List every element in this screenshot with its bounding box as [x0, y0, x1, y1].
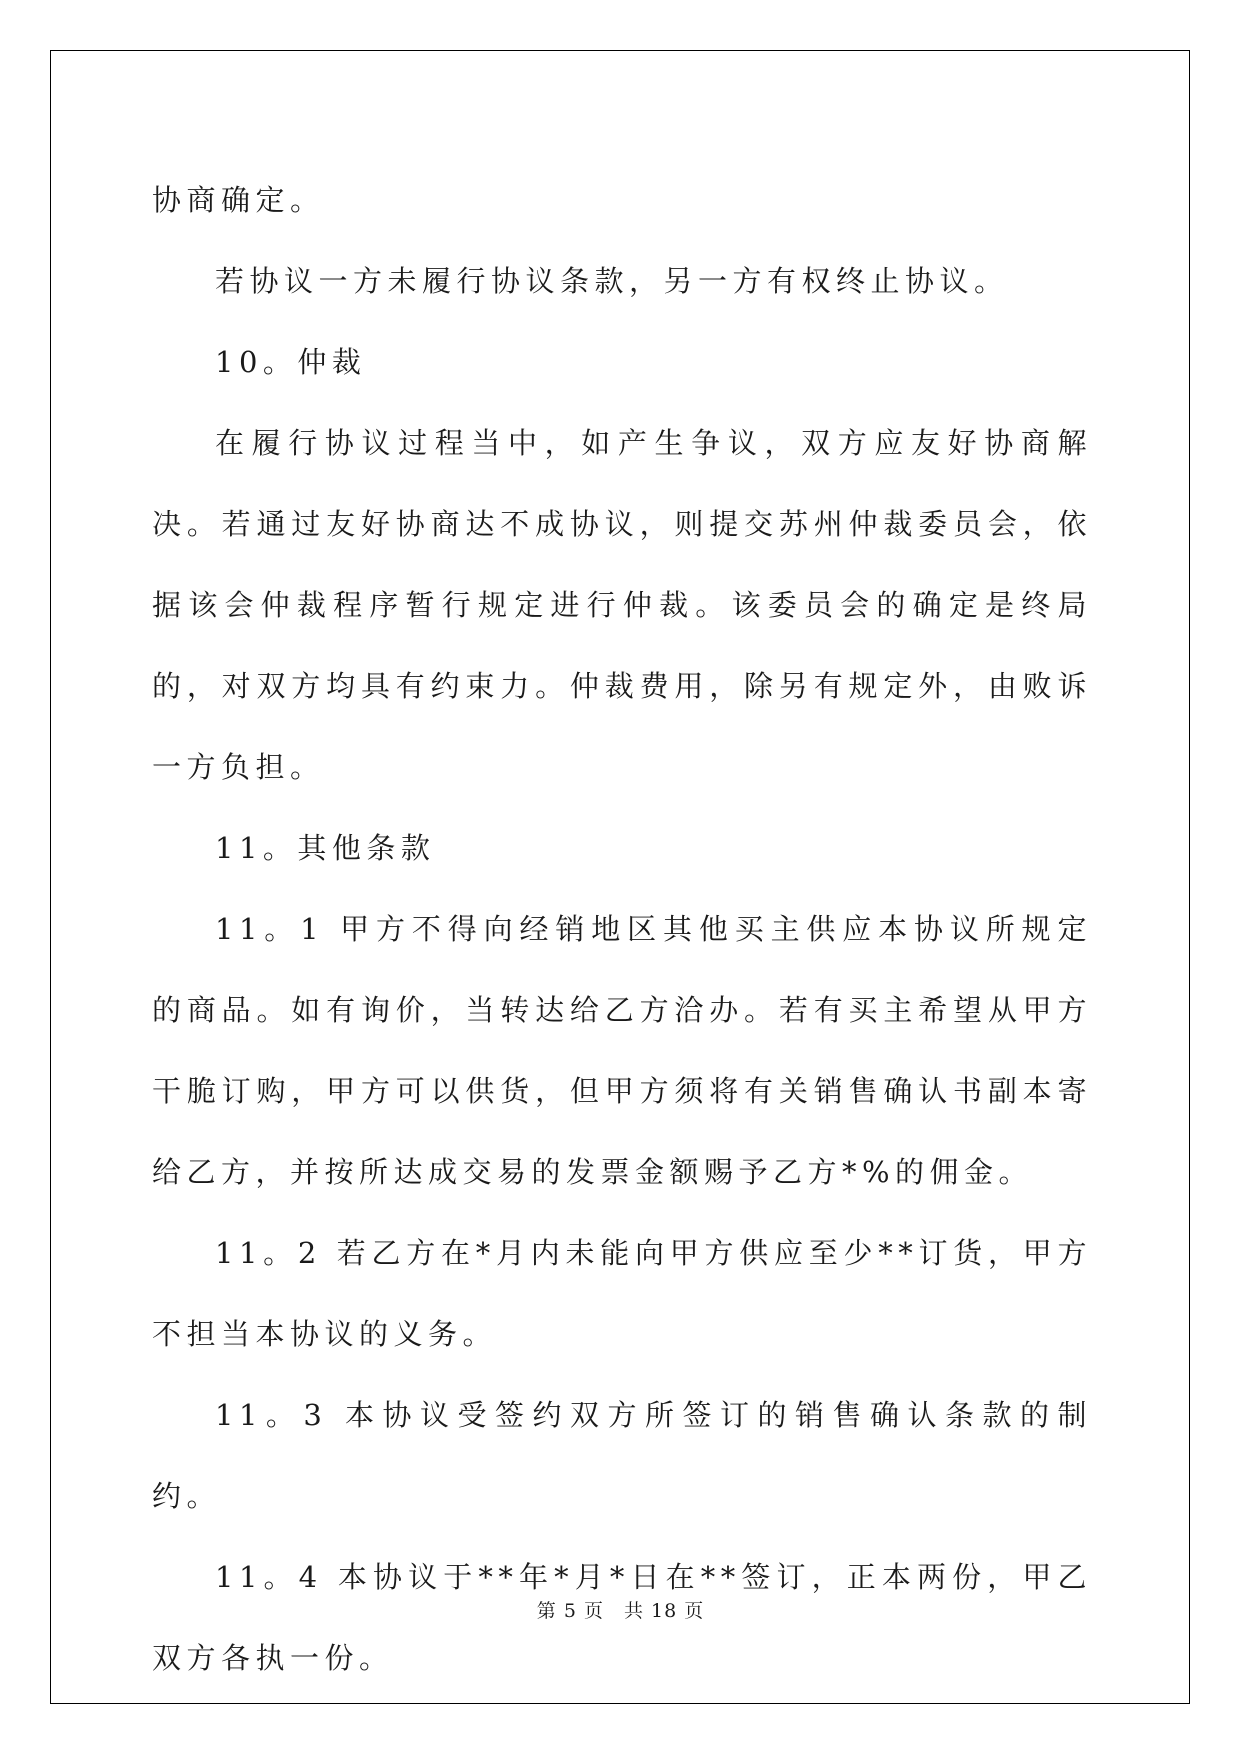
clause-11-1: 11。1 甲方不得向经销地区其他买主供应本协议所规定的商品。如有询价，当转达给乙方洽办。若有买主希望从甲方干脆订购，甲方可以供货，但甲方须将有关销售确认书副本寄给乙方，并按所达成交易的发票金额赐予乙方*%的佣金。 [152, 912, 1092, 1189]
paragraph-arbitration: 在履行协议过程当中，如产生争议，双方应友好协商解决。若通过友好协商达不成协议，则提交苏州仲裁委员会，依据该会仲裁程序暂行规定进行仲裁。该委员会的确定是终局的，对双方均具有约束力。仲裁费用，除另有规定外，由败诉一方负担。 [152, 426, 1092, 784]
section-heading-arbitration: 10。仲裁 [215, 345, 367, 379]
clause-11-4: 11。4 本协议于**年*月*日在**签订，正本两份，甲乙双方各执一份。 [152, 1560, 1092, 1675]
clause-11-3: 11。3 本协议受签约双方所签订的销售确认条款的制约。 [152, 1398, 1092, 1513]
paragraph-1: 协商确定。 [152, 183, 325, 217]
section-heading-other-terms: 11。其他条款 [215, 831, 436, 865]
clause-11-2: 11。2 若乙方在*月内未能向甲方供应至少**订货，甲方不担当本协议的义务。 [152, 1236, 1092, 1351]
paragraph-2: 若协议一方未履行协议条款，另一方有权终止协议。 [215, 264, 1009, 298]
document-body [152, 160, 1092, 1699]
page-number-footer: 第 5 页 共 18 页 [536, 1600, 705, 1622]
